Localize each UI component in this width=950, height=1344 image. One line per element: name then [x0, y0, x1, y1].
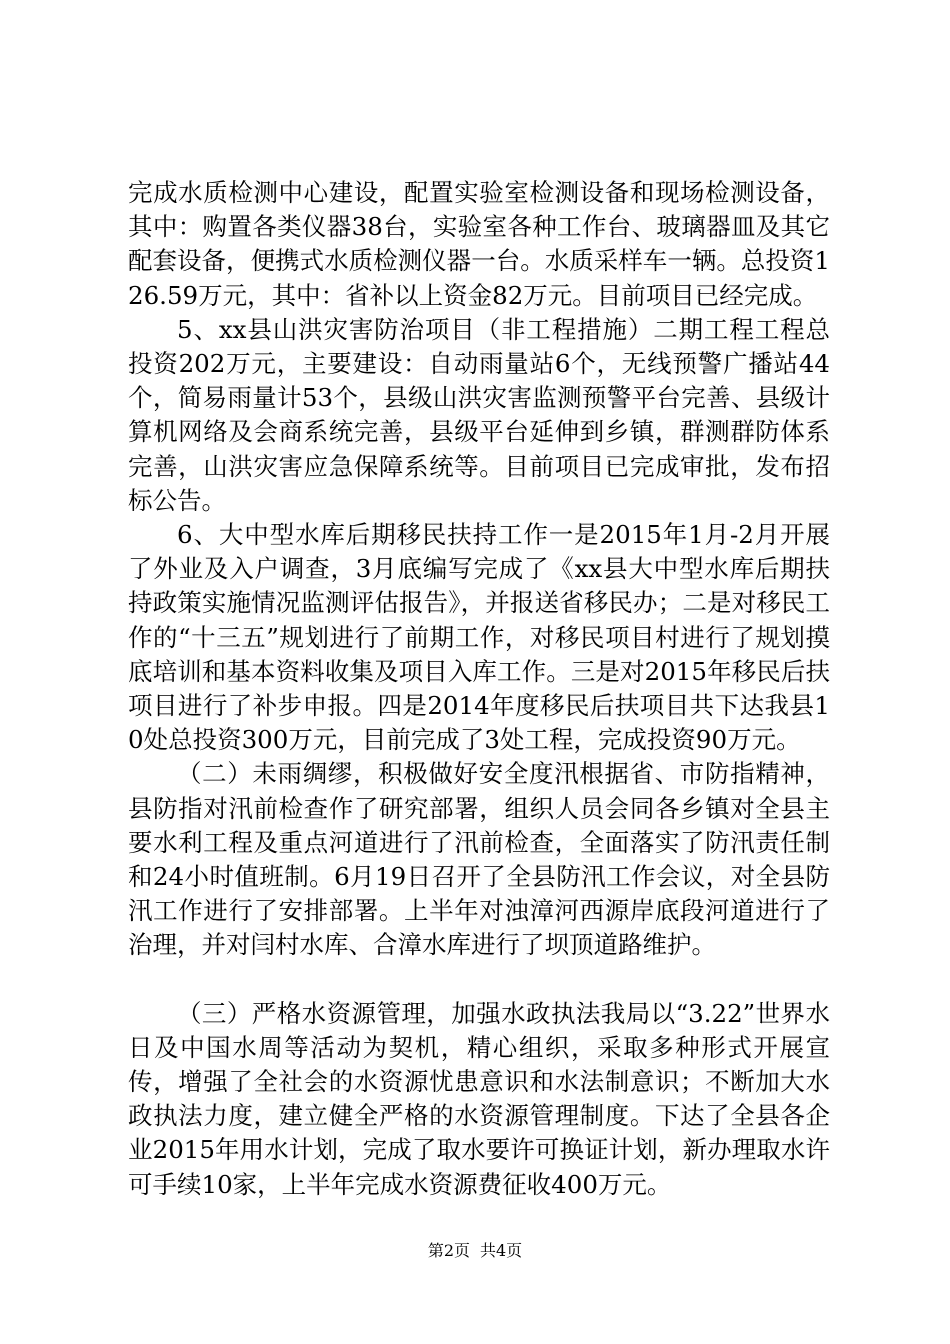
page-number: 第2页: [427, 1241, 470, 1260]
paragraph-section-3: （三）严格水资源管理，加强水政执法我局以“3.22”世界水日及中国水周等活动为契机，精心组织，采取多种形式开展宣传，增强了全社会的水资源忧患意识和水法制意识；不断加大水政执法力度，建立健全严格的水资源管理制度。下达了全县各企业2015年用水计划，完成了取水要许可换证计划，新办理取水许可手续10家，上半年完成水资源费征收400万元。: [128, 998, 830, 1199]
paragraph-item-5: 5、xx县山洪灾害防治项目（非工程措施）二期工程工程总投资202万元，主要建设：自动雨量站6个，无线预警广播站44个，简易雨量计53个，县级山洪灾害监测预警平台完善、县级计算机网络及会商系统完善，县级平台延伸到乡镇，群测群防体系完善，山洪灾害应急保障系统等。目前项目已完成审批，发布招标公告。: [128, 314, 830, 515]
paragraph-continued: 完成水质检测中心建设，配置实验室检测设备和现场检测设备，其中：购置各类仪器38台，实验室各种工作台、玻璃器皿及其它配套设备，便携式水质检测仪器一台。水质采样车一辆。总投资126.59万元，其中：省补以上资金82万元。目前项目已经完成。: [128, 178, 830, 310]
paragraph-item-6: 6、大中型水库后期移民扶持工作一是2015年1月-2月开展了外业及入户调查，3月底编写完成了《xx县大中型水库后期扶持政策实施情况监测评估报告》，并报送省移民办；二是对移民工作的“十三五”规划进行了前期工作，对移民项目村进行了规划摸底培训和基本资料收集及项目入库工作。三是对2015年移民后扶项目进行了补步申报。四是2014年度移民后扶项目共下达我县10处总投资300万元，目前完成了3处工程，完成投资90万元。: [128, 520, 830, 755]
page-footer: [0, 1241, 950, 1261]
paragraph-section-2: （二）未雨绸缪，积极做好安全度汛根据省、市防指精神，县防指对汛前检查作了研究部署，组织人员会同各乡镇对全县主要水利工程及重点河道进行了汛前检查，全面落实了防汛责任制和24小时值班制。6月19日召开了全县防汛工作会议，对全县防汛工作进行了安排部署。上半年对浊漳河西源岸底段河道进行了治理，并对闫村水库、合漳水库进行了坝顶道路维护。: [128, 759, 830, 960]
document-body: [128, 176, 830, 1202]
page-total: 共4页: [480, 1241, 523, 1260]
